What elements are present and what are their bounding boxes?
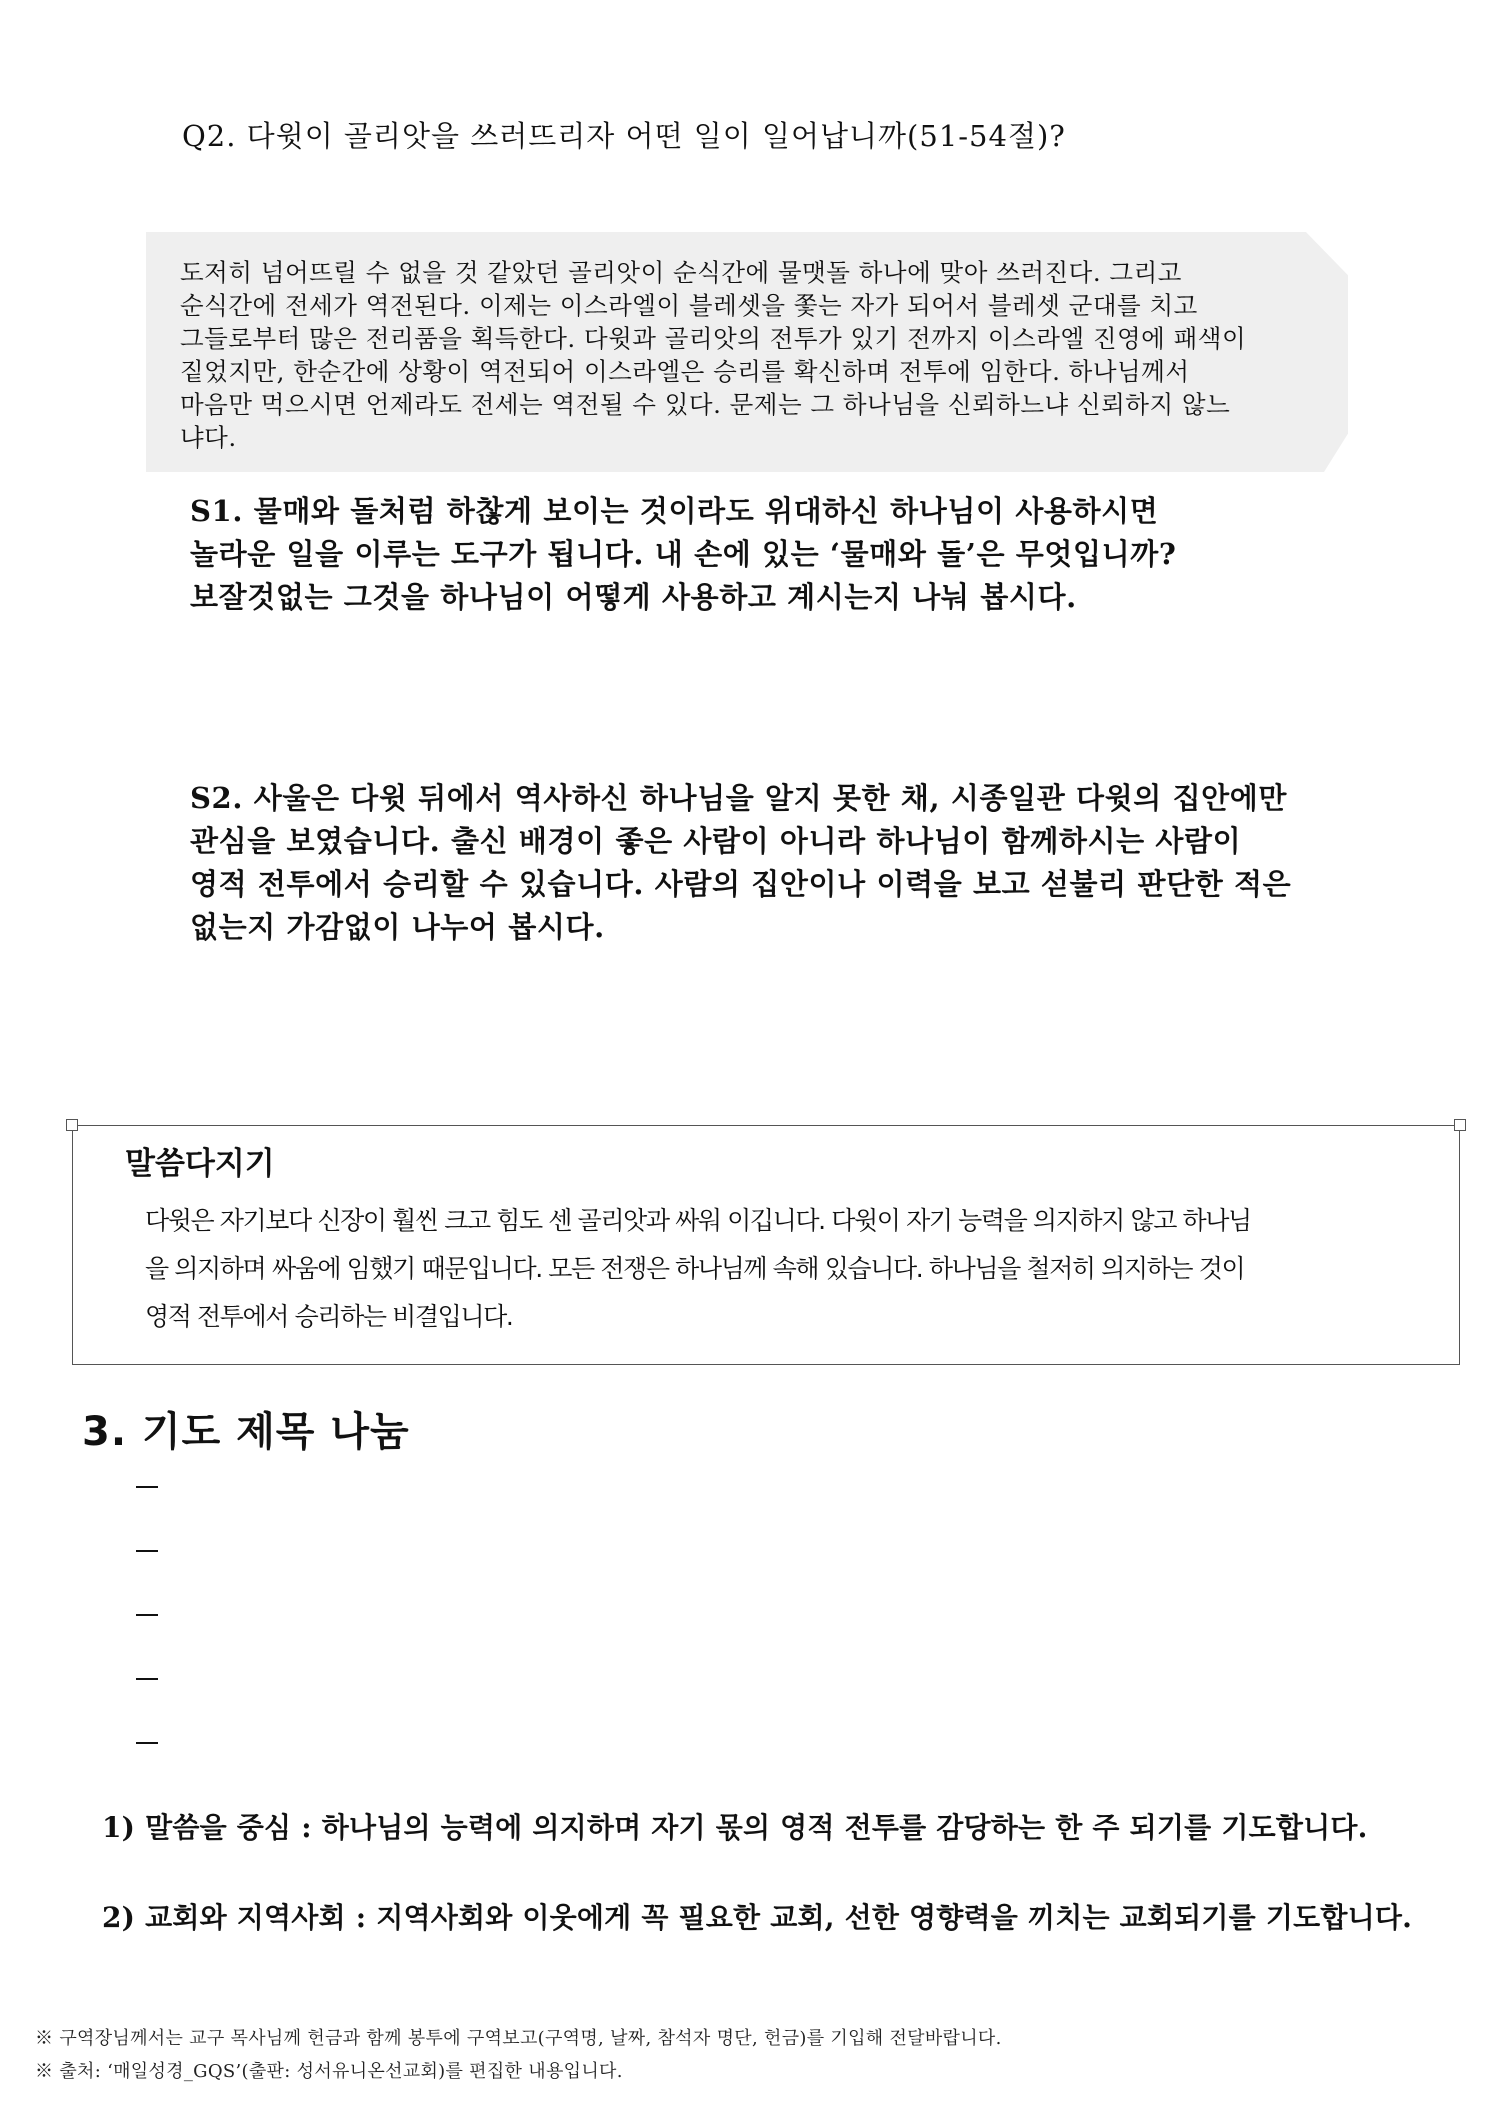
- s2-line: 영적 전투에서 승리할 수 있습니다. 사람의 집안이나 이력을 보고 섣불리 판단한 적은: [190, 867, 1292, 901]
- s2-line: S2. 사울은 다윗 뒤에서 역사하신 하나님을 알지 못한 채, 시종일관 다윗의 집안에만: [190, 781, 1288, 815]
- prayer-blank-dash: [136, 1678, 158, 1680]
- answer-text: [180, 256, 1340, 454]
- prayer-blank-dash: [136, 1486, 158, 1488]
- prayer-blank-dash: [136, 1742, 158, 1744]
- word-review-line: 을 의지하며 싸움에 임했기 때문입니다. 모든 전쟁은 하나님께 속해 있습니다. 하나님을 철저히 의지하는 것이: [145, 1254, 1245, 1283]
- word-review-body: [145, 1197, 1435, 1341]
- answer-line: 순식간에 전세가 역전된다. 이제는 이스라엘이 블레셋을 쫓는 자가 되어서 블레셋 군대를 치고: [180, 291, 1198, 320]
- prayer-blank-dash: [136, 1550, 158, 1552]
- question-2: Q2. 다윗이 골리앗을 쓰러뜨리자 어떤 일이 일어납니까(51-54절)?: [182, 119, 1066, 153]
- sharing-question-1: [190, 490, 1350, 619]
- footnote-report: ※ 구역장님께서는 교구 목사님께 헌금과 함께 봉투에 구역보고(구역명, 날짜, 참석자 명단, 헌금)를 기입해 전달바랍니다.: [35, 2028, 1002, 2049]
- box-corner-ornament: [1454, 1119, 1466, 1131]
- prayer-item-1: 1) 말씀을 중심 : 하나님의 능력에 의지하며 자기 몫의 영적 전투를 감당하는 한 주 되기를 기도합니다.: [102, 1811, 1368, 1844]
- answer-line: 냐다.: [180, 423, 237, 452]
- prayer-item-2: 2) 교회와 지역사회 : 지역사회와 이웃에게 꼭 필요한 교회, 선한 영향력을 끼치는 교회되기를 기도합니다.: [102, 1901, 1413, 1934]
- answer-line: 도저히 넘어뜨릴 수 없을 것 같았던 골리앗이 순식간에 물맷돌 하나에 맞아 쓰러진다. 그리고: [180, 258, 1182, 287]
- word-review-line: 다윗은 자기보다 신장이 훨씬 크고 힘도 센 골리앗과 싸워 이깁니다. 다윗이 자기 능력을 의지하지 않고 하나님: [145, 1206, 1251, 1235]
- answer-line: 짙었지만, 한순간에 상황이 역전되어 이스라엘은 승리를 확신하며 전투에 임한다. 하나님께서: [180, 357, 1190, 386]
- prayer-blank-dash: [136, 1614, 158, 1616]
- s1-line: 보잘것없는 그것을 하나님이 어떻게 사용하고 계시는지 나눠 봅시다.: [190, 580, 1077, 614]
- word-review-title: 말씀다지기: [125, 1146, 275, 1182]
- prayer-section-title: 3. 기도 제목 나눔: [82, 1409, 410, 1455]
- word-review-line: 영적 전투에서 승리하는 비결입니다.: [145, 1302, 513, 1331]
- footnote-source: ※ 출처: ‘매일성경_GQS’(출판: 성서유니온선교회)를 편집한 내용입니다.: [35, 2061, 623, 2082]
- s1-line: S1. 물매와 돌처럼 하찮게 보이는 것이라도 위대하신 하나님이 사용하시면: [190, 494, 1159, 528]
- answer-line: 그들로부터 많은 전리품을 획득한다. 다윗과 골리앗의 전투가 있기 전까지 이스라엘 진영에 패색이: [180, 324, 1247, 353]
- s1-line: 놀라운 일을 이루는 도구가 됩니다. 내 손에 있는 ‘물매와 돌’은 무엇입니까?: [190, 537, 1177, 571]
- s2-line: 관심을 보였습니다. 출신 배경이 좋은 사람이 아니라 하나님이 함께하시는 사람이: [190, 824, 1242, 858]
- s2-line: 없는지 가감없이 나누어 봅시다.: [190, 910, 605, 944]
- answer-line: 마음만 먹으시면 언제라도 전세는 역전될 수 있다. 문제는 그 하나님을 신뢰하느냐 신뢰하지 않느: [180, 390, 1231, 419]
- sharing-question-2: [190, 777, 1350, 949]
- box-corner-ornament: [66, 1119, 78, 1131]
